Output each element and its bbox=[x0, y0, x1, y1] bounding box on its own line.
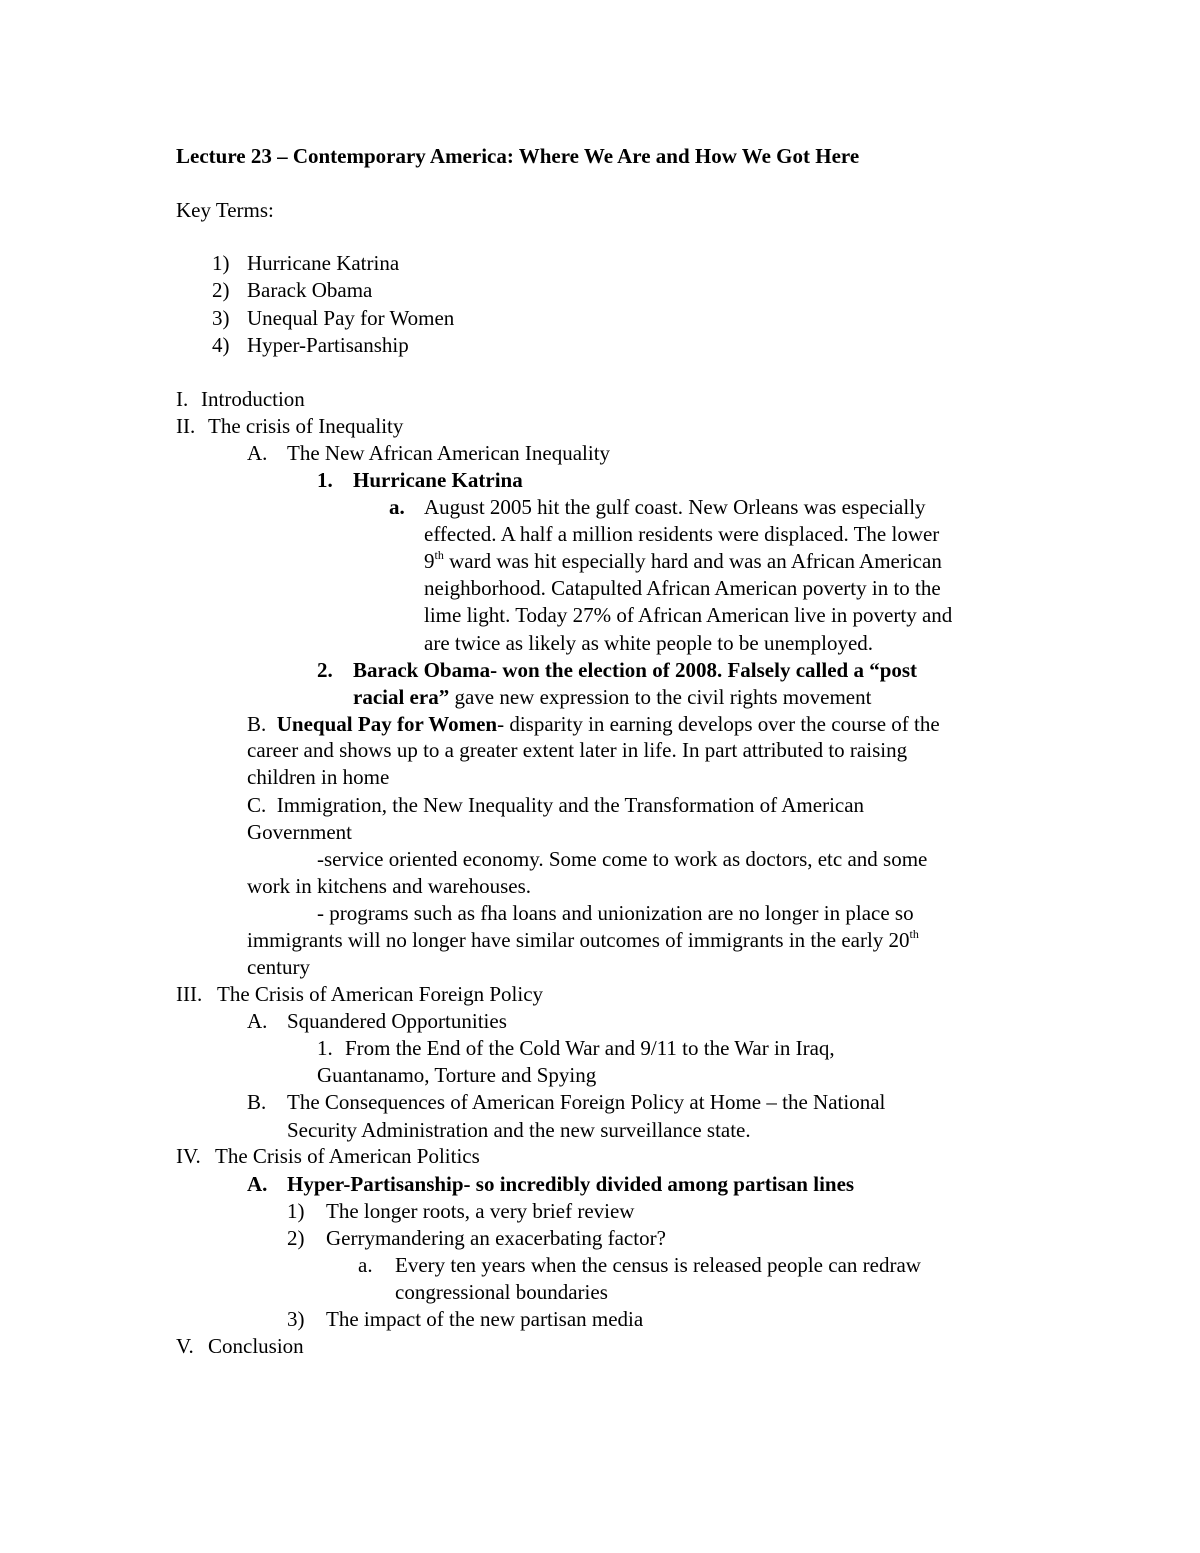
outline-letter: C. bbox=[247, 793, 267, 817]
paragraph-line: children in home bbox=[247, 765, 390, 789]
paragraph-line: career and shows up to a greater extent later in life. In part attributed to raising bbox=[247, 738, 908, 762]
outline-subheading: Squandered Opportunities bbox=[287, 1009, 507, 1033]
paragraph-line bbox=[353, 684, 871, 711]
outline-letter: B. bbox=[247, 1090, 267, 1114]
key-term-number: 1) bbox=[212, 251, 230, 275]
key-term-text: Hurricane Katrina bbox=[247, 251, 400, 275]
paragraph-line: Security Administration and the new surveillance state. bbox=[287, 1118, 751, 1142]
paragraph-line: are twice as likely as white people to be unemployed. bbox=[424, 631, 874, 655]
paragraph-line: - programs such as fha loans and unionization are no longer in place so bbox=[317, 901, 914, 925]
key-term-number: 2) bbox=[212, 278, 230, 302]
key-terms-label: Key Terms: bbox=[176, 198, 274, 222]
outline-letter: B. bbox=[247, 712, 267, 736]
outline-heading: The Crisis of American Politics bbox=[215, 1144, 480, 1168]
outline-numeral: V. bbox=[176, 1334, 194, 1358]
key-term-text: Barack Obama bbox=[247, 278, 373, 302]
paragraph-line: work in kitchens and warehouses. bbox=[247, 874, 532, 898]
paragraph-line bbox=[247, 927, 919, 954]
outline-item-bold: Hurricane Katrina bbox=[353, 468, 523, 492]
outline-number: 1. bbox=[317, 468, 333, 492]
outline-heading: Conclusion bbox=[208, 1334, 304, 1358]
outline-number: 1) bbox=[287, 1199, 305, 1223]
key-term-text: Unequal Pay for Women bbox=[247, 306, 455, 330]
outline-letter: A. bbox=[247, 441, 268, 465]
paragraph-text: - disparity in earning develops over the course of the bbox=[497, 712, 940, 736]
outline-numeral: II. bbox=[176, 414, 196, 438]
outline-numeral: III. bbox=[176, 982, 203, 1006]
outline-letter: A. bbox=[247, 1172, 268, 1196]
paragraph-line: effected. A half a million residents were displaced. The lower bbox=[424, 522, 940, 546]
paragraph-text: Immigration, the New Inequality and the Transformation of American bbox=[276, 793, 865, 817]
outline-letter: a. bbox=[358, 1253, 373, 1277]
outline-item: Gerrymandering an exacerbating factor? bbox=[326, 1226, 666, 1250]
outline-number: 1. bbox=[317, 1036, 333, 1060]
bold-phrase: Unequal Pay for Women bbox=[276, 712, 498, 736]
ordinal-suffix: th bbox=[434, 548, 444, 562]
paragraph-text: ward was hit especially hard and was an African American bbox=[443, 549, 942, 573]
paragraph-line: congressional boundaries bbox=[395, 1280, 608, 1304]
paragraph-text: immigrants will no longer have similar outcomes of immigrants in the early 20 bbox=[247, 928, 910, 952]
paragraph-text: gave new expression to the civil rights movement bbox=[449, 685, 872, 709]
paragraph-line: From the End of the Cold War and 9/11 to the War in Iraq, bbox=[345, 1036, 835, 1060]
outline-numeral: IV. bbox=[176, 1144, 201, 1168]
paragraph-line bbox=[424, 548, 942, 575]
paragraph-line: neighborhood. Catapulted African American poverty in to the bbox=[424, 576, 941, 600]
document-title: Lecture 23 – Contemporary America: Where We Are and How We Got Here bbox=[176, 144, 860, 168]
outline-heading: Introduction bbox=[201, 387, 305, 411]
outline-numeral: I. bbox=[176, 387, 189, 411]
ordinal-suffix: th bbox=[909, 927, 919, 941]
paragraph-line: Every ten years when the census is released people can redraw bbox=[395, 1253, 921, 1277]
outline-item: The longer roots, a very brief review bbox=[326, 1199, 635, 1223]
paragraph-line: The Consequences of American Foreign Policy at Home – the National bbox=[287, 1090, 886, 1114]
outline-number: 2) bbox=[287, 1226, 305, 1250]
outline-heading: The crisis of Inequality bbox=[208, 414, 404, 438]
key-term-number: 4) bbox=[212, 333, 230, 357]
paragraph-line: Guantanamo, Torture and Spying bbox=[317, 1063, 597, 1087]
outline-letter: a. bbox=[389, 495, 405, 519]
bold-phrase: racial era” bbox=[353, 685, 450, 709]
outline-number: 3) bbox=[287, 1307, 305, 1331]
outline-item-bold: Barack Obama- won the election of 2008. Falsely called a “post bbox=[353, 658, 918, 682]
outline-letter: A. bbox=[247, 1009, 268, 1033]
outline-item: The impact of the new partisan media bbox=[326, 1307, 644, 1331]
key-term-text: Hyper-Partisanship bbox=[247, 333, 409, 357]
paragraph-line bbox=[247, 792, 864, 819]
paragraph-line: August 2005 hit the gulf coast. New Orleans was especially bbox=[424, 495, 926, 519]
outline-number: 2. bbox=[317, 658, 333, 682]
paragraph-line bbox=[247, 711, 940, 738]
paragraph-line: century bbox=[247, 955, 310, 979]
outline-heading: The Crisis of American Foreign Policy bbox=[217, 982, 544, 1006]
outline-subheading: The New African American Inequality bbox=[287, 441, 611, 465]
outline-subheading-bold: Hyper-Partisanship- so incredibly divided among partisan lines bbox=[287, 1172, 855, 1196]
paragraph-line: Government bbox=[247, 820, 352, 844]
ordinal-number: 9 bbox=[424, 549, 435, 573]
key-term-number: 3) bbox=[212, 306, 230, 330]
paragraph-line: lime light. Today 27% of African American live in poverty and bbox=[424, 603, 953, 627]
paragraph-line: -service oriented economy. Some come to work as doctors, etc and some bbox=[317, 847, 928, 871]
